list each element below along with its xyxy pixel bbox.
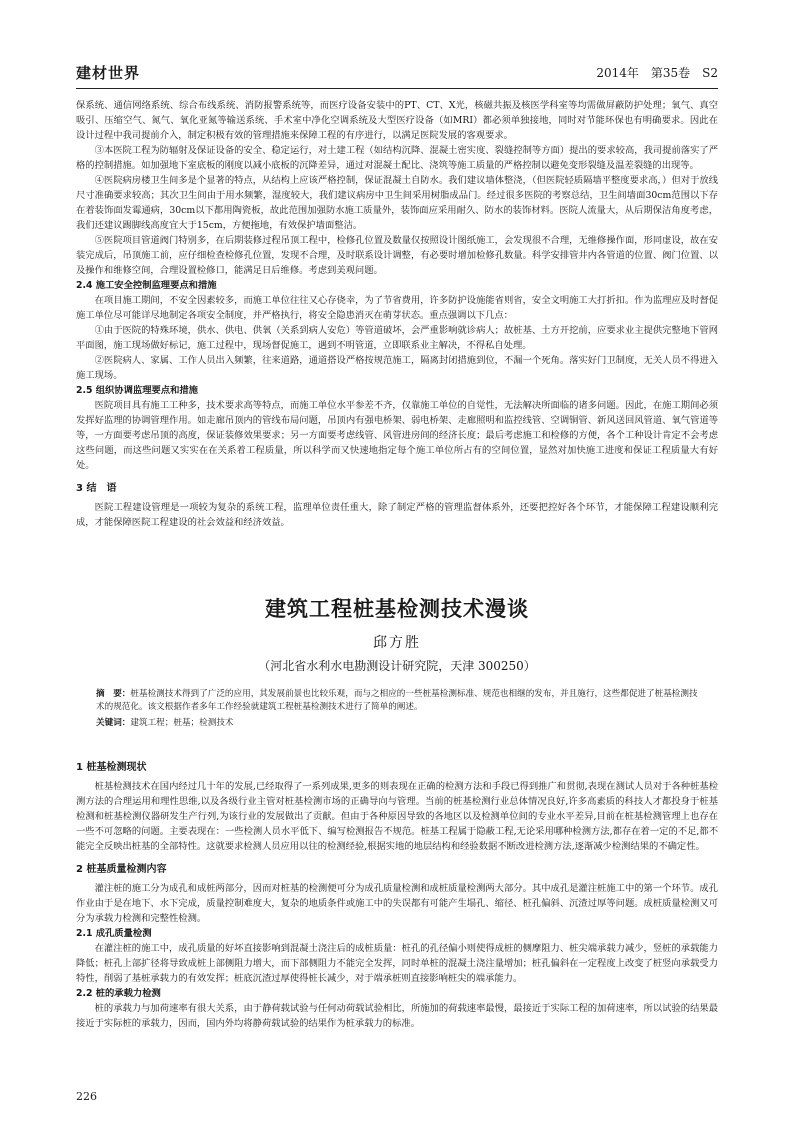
section-heading: 3 结 语 (76, 483, 117, 494)
paragraph: ⑤医院项目管道阀门特别多，在后期装修过程吊顶工程中，检修孔位置及数量仅按照设计图纸施工，会发现很不合理，无维修操作面，形同虚设，故在安装完成后，吊顶施工前，应仔细检查检修孔位置，发现不合理，及时联系设计调整，有必要时增加检修孔数量。科学安排管井内各管道的位置、阀门位置、以及操作和维修空间，合理设置检修口，能满足日后维修。考虑到美观问题。 (76, 235, 718, 276)
paragraph: 医院工程建设管理是一项较为复杂的系统工程，监理单位责任重大，除了制定严格的管理监督体系外，还要把控好各个环节，才能保障工程建设顺利完成，才能保障医院工程建设的社会效益和经济效益。 (76, 502, 718, 528)
article-title: 建筑工程桩基检测技术漫谈 (265, 597, 529, 621)
section-heading: 1 桩基检测现状 (76, 762, 147, 773)
section-heading: 2.2 桩的承载力检测 (76, 988, 161, 999)
keywords-label: 关键词： (96, 718, 131, 728)
header-rule (76, 88, 718, 89)
section-heading: 2.4 施工安全控制监理要点和措施 (76, 280, 217, 291)
paragraph: 保系统、通信网络系统、综合布线系统、消防报警系统等，而医疗设备安装中的PT、CT、X光，核磁共振及核医学科室等均需做屏蔽防护处理；氧气、真空吸引、压缩空气、氮气、氧化亚氮等输送系统、手术室中净化空调系统及大型医疗设备（如MRI）都必须单独接地，同时对节能环保也有明确要求。因此在设计过程中我司提前介入，制定积极有效的管理措施来保障工程的有序进行，以满足医院发展的客观要求。 (76, 100, 718, 141)
journal-name: 建材世界 (76, 64, 141, 82)
paragraph: ③本医院工程为防辐射及保证设备的安全、稳定运行，对土建工程（如结构沉降、混凝土密实度、裂缝控制等方面）提出的要求较高，我司提前落实了严格的控制措施。如加强地下室底板的刚度以减小底板的沉降差异，通过对混凝土配比、浇筑等施工质量的严格控制以避免变形裂缝及温差裂缝的出现等。 (76, 145, 718, 171)
paragraph: 在项目施工期间，不安全因素较多，而施工单位往往又心存侥幸，为了节省费用，许多防护设施能省则省，安全文明施工大打折扣。作为监理应及时督促施工单位尽可能详尽地制定各项安全制度，并严格执行，将安全隐患消灭在萌芽状态。重点强调以下几点： (76, 295, 718, 321)
paragraph: 在灌注桩的施工中，成孔质量的好坏直接影响到混凝土浇注后的成桩质量：桩孔的孔径偏小则使得成桩的侧摩阻力、桩尖端承载力减少，竖桩的承载能力降低；桩孔上部扩径将导致成桩上部侧阻力增大，而下部侧阻力不能完全发挥，同时单桩的混凝土浇注量增加；桩孔偏斜在一定程度上改变了桩竖向承载受力特性，削弱了基桩承载力的有效发挥；桩底沉渣过厚使得桩长减少，对于端承桩则直接影响桩尖的端承能力。 (76, 943, 718, 984)
paragraph: 桩基检测技术在国内经过几十年的发展,已经取得了一系列成果,更多的则表现在正确的检测方法和手段已得到推广和贯彻,表现在测试人员对于各种桩基检测方法的合理运用和理性思维,以及各级行业主管对桩基检测市场的正确导向与管理。当前的桩基检测行业总体情况良好,许多高素质的科技人才都投身于桩基检测和桩基检测仪器研发生产行列,为该行业的发展做出了贡献。但由于各种原因导致的各地区以及检测单位间的专业水平差异,目前在桩基检测管理上也存在一些不可忽略的问题。主要表现在：一些检测人员水平低下、编写检测报告不规范。桩基工程属于隐蔽工程,无论采用哪种检测方法,都存在着一定的不足,都不能完全反映出桩基的全部特性。这就要求检测人员应用以往的检测经验,根据实地的地层结构和经验数据不断改进检测方法,逐渐减少检测结果的不确定性。 (76, 781, 718, 852)
paragraph: 灌注桩的施工分为成孔和成桩两部分，因而对桩基的检测便可分为成孔质量检测和成桩质量检测两大部分。其中成孔是灌注桩施工中的第一个环节。成孔作业由于是在地下、水下完成，质量控制难度大，复杂的地质条件或施工中的失误都有可能产生塌孔、缩径、桩孔偏斜、沉渣过厚等问题。成桩质量检测又可分为承载力检测和完整性检测。 (76, 883, 718, 924)
paragraph: 医院项目具有施工工种多，技术要求高等特点，而施工单位水平参差不齐，仅靠施工单位的自觉性，无法解决所面临的诸多问题。因此，在施工期间必须发挥好监理的协调管理作用。如走廊吊顶内的管线布局问题，吊顶内有强电桥架、弱电桥架、走廊照明和监控线管、空调铜管、新风送回风管道、氧气管道等等，一方面要考虑吊顶的高度，保证装修效果要求；另一方面要考虑线管、风管进房间的经济长度；最后考虑施工和检修的方便，各个工种设计肯定不会考虑这些问题，而这些问题又实实在在关系着工程质量，所以科学而又快速地指定每个施工单位所占有的空间位置，显然对加快施工进度和保证工程质量大有好处。 (76, 400, 718, 471)
keywords-text: 建筑工程；桩基；检测技术 (130, 718, 234, 728)
abstract-label: 摘 要： (96, 689, 131, 699)
abstract-block (96, 688, 698, 730)
page-header (76, 60, 718, 86)
paragraph: 桩的承载力与加荷速率有很大关系，由于静荷载试验与任何动荷载试验相比，所施加的荷载速率最慢，最接近于实际工程的加荷速率，所以试验的结果最接近于实际桩的承载力，因而，国内外均将静荷载试验的结果作为桩承载力的标准。 (76, 1003, 718, 1029)
section-heading: 2 桩基质量检测内容 (76, 864, 167, 875)
author-name: 邱方胜 (373, 635, 421, 651)
section-heading: 2.5 组织协调监理要点和措施 (76, 385, 198, 396)
keywords (96, 717, 698, 730)
abstract (96, 688, 698, 714)
author-affiliation: （河北省水利水电勘测设计研究院，天津 300250） (258, 659, 536, 673)
paragraph: ②医院病人、家属、工作人员出入频繁，往来道路，通道搭设严格按规范施工，隔离封闭措施到位，不漏一个死角。落实好门卫制度，无关人员不得进入施工现场。 (76, 355, 718, 381)
paragraph: ④医院病房楼卫生间多是个显著的特点，从结构上应该严格控制，保证混凝土自防水。我们建议墙体整浇，（但医院轻质隔墙平整度要求高，）但对于放线尺寸准确要求较高；其次卫生间由于用水频繁，湿度较大，我们建议病房中卫生间采用树脂成品门。经过很多医院的考察总结，卫生间墙面30cm范围以下存在着装饰面发霉通病，30cm以下都用陶瓷板，故此范围加强防水施工质量外，装饰面应采用耐久、防水的装饰材料。医院人流量大，从后期保洁角度考虑，我们还建议踢脚线高度宜大于15cm，方便拖地，有效保护墙面整洁。 (76, 175, 718, 231)
paragraph: ①由于医院的特殊环境，供水、供电、供氧（关系到病人安危）等管道破坏，会严重影响就诊病人；故桩基、土方开挖前，应要求业主提供完整地下管网平面图，施工现场做好标记，施工过程中，现场督促施工，遇到不明管道，立即联系业主解决，不得私自处理。 (76, 325, 718, 351)
issue-info: 2014年 第35卷 S2 (596, 66, 718, 80)
previous-article-continuation (76, 98, 718, 530)
page-number: 226 (76, 1090, 97, 1103)
section-heading: 2.1 成孔质量检测 (76, 928, 152, 939)
abstract-text: 桩基检测技术得到了广泛的应用，其发展前景也比较乐观，而与之相应的一些桩基检测标准、规范也相继的发布，并且施行，这些都促进了桩基检测技术的规范化。该文根据作者多年工作经验就建筑工程桩基检测技术进行了简单的阐述。 (96, 689, 698, 712)
article-body (76, 752, 718, 1031)
